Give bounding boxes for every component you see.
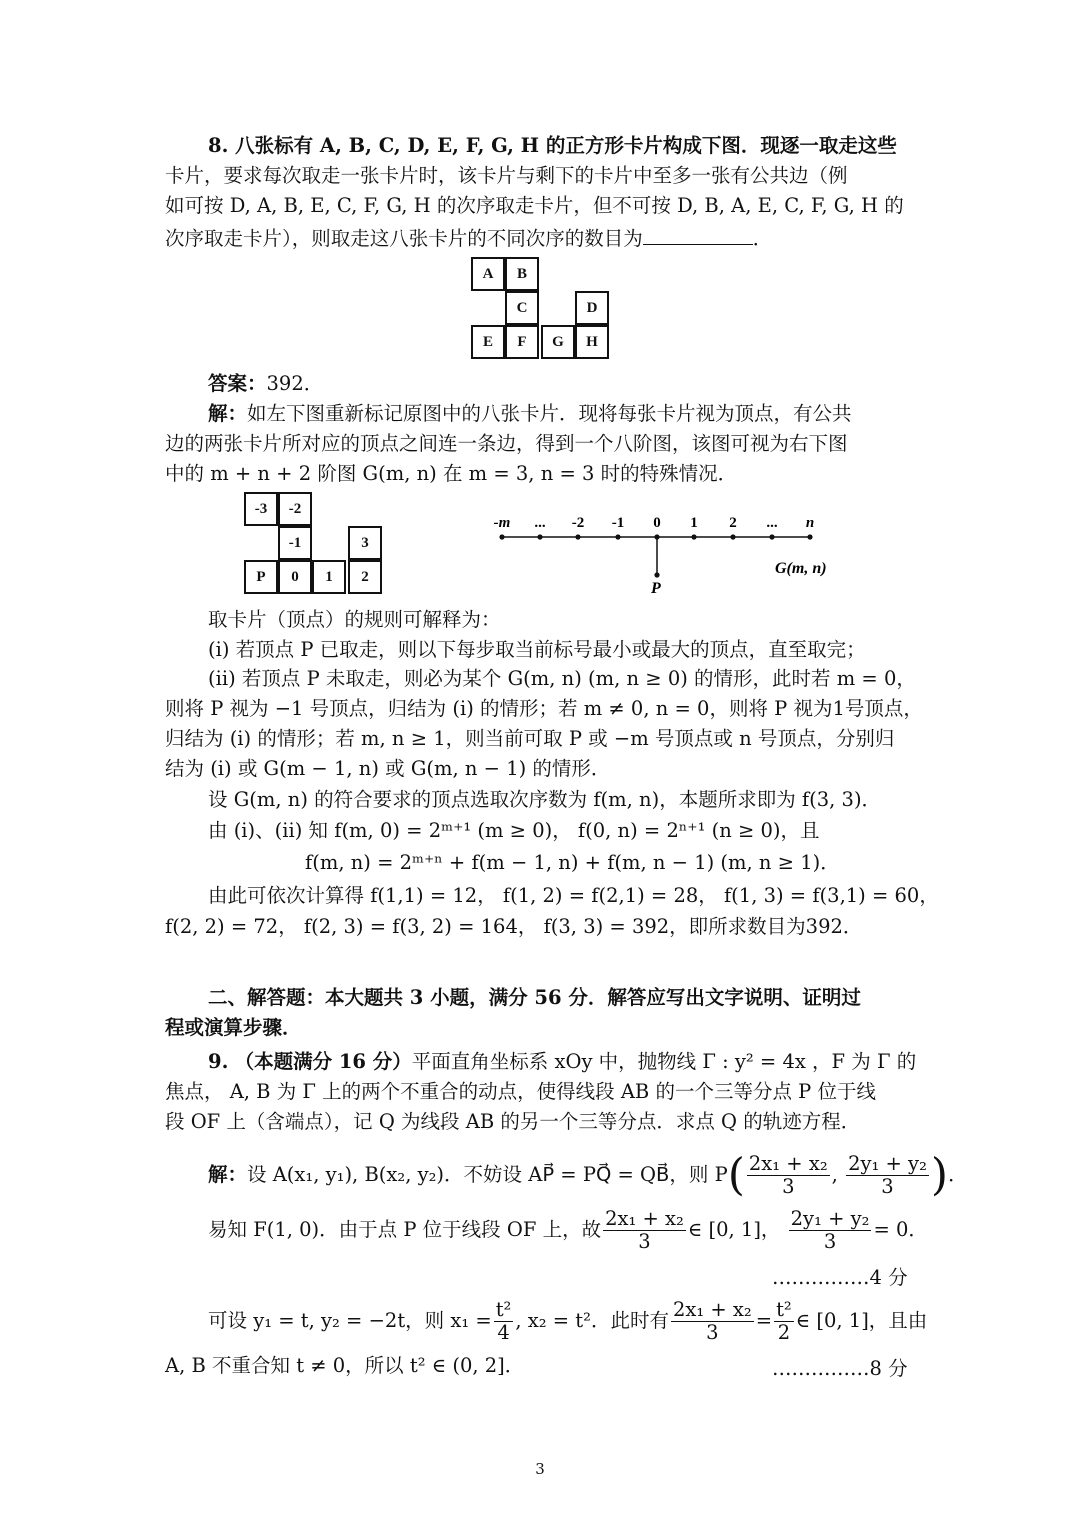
score-4: ……………4 分 bbox=[772, 1266, 908, 1289]
graph-vertex-label: -m bbox=[493, 515, 511, 531]
graph-vertex-p bbox=[654, 572, 659, 577]
frac-py-2: $\frac{\text{2y₁ + y₂}}{3}$ bbox=[790, 1207, 870, 1253]
section2-line1: 二、解答题：本大题共 3 小题，满分 56 分．解答应写出文字说明、证明过 bbox=[208, 986, 861, 1009]
graph-vertex-label: -2 bbox=[571, 515, 585, 531]
graph-vertex bbox=[730, 534, 735, 539]
rule-title: 取卡片（顶点）的规则可解释为： bbox=[208, 608, 501, 631]
rule-ii-1: (ii) 若顶点 P 未取走，则必为某个 G(m, n) (m, n ≥ 0) 的情形，此时若 m = 0， bbox=[208, 667, 916, 690]
graph-vertex bbox=[615, 534, 620, 539]
card-g: G bbox=[541, 325, 575, 359]
relabel-cell: -3 bbox=[244, 492, 278, 526]
set-line: 设 G(m, n) 的符合要求的顶点选取次序数为 f(m, n)，本题所求即为 f(3, 3)． bbox=[208, 788, 882, 811]
graph-name-label: G(m, n) bbox=[775, 560, 827, 577]
relabel-figure bbox=[244, 492, 384, 596]
relabel-cell: 1 bbox=[312, 560, 346, 594]
frac-py: $\frac{\text{2y₁ + y₂}}{3}$ bbox=[848, 1152, 927, 1198]
solution9-line1: 解：设 A(x₁, y₁), B(x₂, y₂)．不妨设 AP⃗ = PQ⃗ = QB⃗，则 P( $\frac{\text{2x₁ + x₂}}{3}$ , $\frac{\text{2y₁ + y₂}}{3}$ )． bbox=[208, 1149, 968, 1201]
answer-blank bbox=[643, 224, 753, 245]
graph-vertex bbox=[575, 534, 580, 539]
problem9-line3: 段 OF 上（含端点），记 Q 为线段 AB 的另一个三等分点．求点 Q 的轨迹方程． bbox=[165, 1110, 861, 1133]
graph-vertex-label: 1 bbox=[690, 515, 698, 531]
solution9-line4: A, B 不重合知 t ≠ 0，所以 t² ∈ (0, 2]． bbox=[165, 1354, 525, 1377]
solution9-line3: 可设 y₁ = t, y₂ = −2t，则 x₁ = $\frac{\text{t²}}{4}$ , x₂ = t²．此时有 $\frac{\text{2x₁ + x₂}}{3}$ = $\frac{\text{t²}}{2}$ ∈ [0, 1]，且由 bbox=[208, 1298, 928, 1344]
calc-line-1: 由此可依次计算得 f(1,1) = 12， f(1, 2) = f(2,1) = 28， f(1, 3) = f(3,1) = 60， bbox=[208, 884, 939, 907]
section2-line2: 程或演算步骤． bbox=[165, 1016, 302, 1039]
problem8-line4: 次序取走卡片），则取走这八张卡片的不同次序的数目为 ． bbox=[165, 224, 772, 252]
graph-p-label: P bbox=[651, 580, 661, 597]
relabel-cell: P bbox=[244, 560, 278, 594]
graph-vertex-label: 2 bbox=[729, 515, 737, 531]
relabel-cell: 2 bbox=[348, 560, 382, 594]
answer-line: 答案：392． bbox=[208, 372, 324, 395]
relabel-cell: 0 bbox=[278, 560, 312, 594]
rule-ii-3: 归结为 (i) 的情形；若 m, n ≥ 1，则当前可取 P 或 −m 号顶点或 n 号顶点，分别归 bbox=[165, 727, 895, 750]
graph-vertex-label: -1 bbox=[611, 515, 625, 531]
graph-vertex bbox=[769, 534, 774, 539]
solution8-line3: 中的 m + n + 2 阶图 G(m, n) 在 m = 3, n = 3 时的特殊情况． bbox=[165, 462, 738, 485]
graph-vertex bbox=[691, 534, 696, 539]
card-d: D bbox=[575, 291, 609, 325]
card-c: C bbox=[505, 291, 539, 325]
problem8-line2: 卡片，要求每次取走一张卡片时，该卡片与剩下的卡片中至多一张有公共边（例 bbox=[165, 164, 848, 187]
cards-figure bbox=[471, 257, 611, 361]
relabel-cell: -1 bbox=[278, 526, 312, 560]
card-f: F bbox=[505, 325, 539, 359]
solution8-line2: 边的两张卡片所对应的顶点之间连一条边，得到一个八阶图，该图可视为右下图 bbox=[165, 432, 848, 455]
graph-vertex bbox=[807, 534, 812, 539]
calc-line-2: f(2, 2) = 72， f(2, 3) = f(3, 2) = 164， f(3, 3) = 392，即所求数目为392． bbox=[165, 915, 863, 938]
from-line: 由 (i)、(ii) 知 f(m, 0) = 2ᵐ⁺¹ (m ≥ 0)， f(0, n) = 2ⁿ⁺¹ (n ≥ 0)，且 bbox=[208, 819, 820, 842]
rule-ii-4: 结为 (i) 或 G(m − 1, n) 或 G(m, n − 1) 的情形． bbox=[165, 757, 611, 780]
rule-ii-2: 则将 P 视为 −1 号顶点，归结为 (i) 的情形；若 m ≠ 0, n = 0，则将 P 视为1号顶点， bbox=[165, 697, 923, 720]
card-b: B bbox=[505, 257, 539, 291]
graph-vertex-label: ... bbox=[534, 515, 546, 531]
frac-px-3: $\frac{\text{2x₁ + x₂}}{3}$ bbox=[672, 1298, 752, 1344]
frac-x1: $\frac{\text{t²}}{4}$ bbox=[495, 1298, 512, 1344]
graph-vertex-label: n bbox=[805, 515, 815, 531]
graph-vertex bbox=[537, 534, 542, 539]
graph-vertex bbox=[499, 534, 504, 539]
problem9-line1: 9. （本题满分 16 分）平面直角坐标系 xOy 中，抛物线 Γ : y² = 4x ，F 为 Γ 的 bbox=[208, 1050, 917, 1073]
problem8-line3: 如可按 D, A, B, E, C, F, G, H 的次序取走卡片，但不可按 D, B, A, E, C, F, G, H 的 bbox=[165, 194, 904, 217]
recurrence-formula: f(m, n) = 2ᵐ⁺ⁿ + f(m − 1, n) + f(m, n − 1) (m, n ≥ 1)． bbox=[305, 851, 840, 874]
relabel-cell: 3 bbox=[348, 526, 382, 560]
relabel-cell: -2 bbox=[278, 492, 312, 526]
frac-px: $\frac{\text{2x₁ + x₂}}{3}$ bbox=[748, 1152, 828, 1198]
frac-t2-2: $\frac{\text{t²}}{2}$ bbox=[776, 1298, 792, 1344]
solution8-line1: 解：如左下图重新标记原图中的八张卡片．现将每张卡片视为顶点，有公共 bbox=[208, 402, 852, 425]
solution9-line2: 易知 F(1, 0)．由于点 P 位于线段 OF 上，故 $\frac{\text{2x₁ + x₂}}{3}$ ∈ [0, 1]， $\frac{\text{2y₁ + y₂}}{3}$ = 0． bbox=[208, 1207, 928, 1253]
problem9-line2: 焦点， A, B 为 Γ 上的两个不重合的动点，使得线段 AB 的一个三等分点 P 位于线 bbox=[165, 1080, 876, 1103]
graph-gmn bbox=[480, 505, 880, 600]
card-h: H bbox=[575, 325, 609, 359]
card-e: E bbox=[471, 325, 505, 359]
page-number: 3 bbox=[535, 1460, 545, 1478]
score-8: ……………8 分 bbox=[772, 1357, 908, 1380]
rule-i: (i) 若顶点 P 已取走，则以下每步取当前标号最小或最大的顶点，直至取完； bbox=[208, 638, 866, 661]
graph-vertex-label: ... bbox=[766, 515, 778, 531]
graph-vertex-label: 0 bbox=[653, 515, 661, 531]
frac-px-2: $\frac{\text{2x₁ + x₂}}{3}$ bbox=[605, 1207, 684, 1253]
card-a: A bbox=[471, 257, 505, 291]
graph-vertex bbox=[654, 534, 659, 539]
problem8-line1: 8. 八张标有 A, B, C, D, E, F, G, H 的正方形卡片构成下图．现逐一取走这些 bbox=[208, 134, 897, 157]
